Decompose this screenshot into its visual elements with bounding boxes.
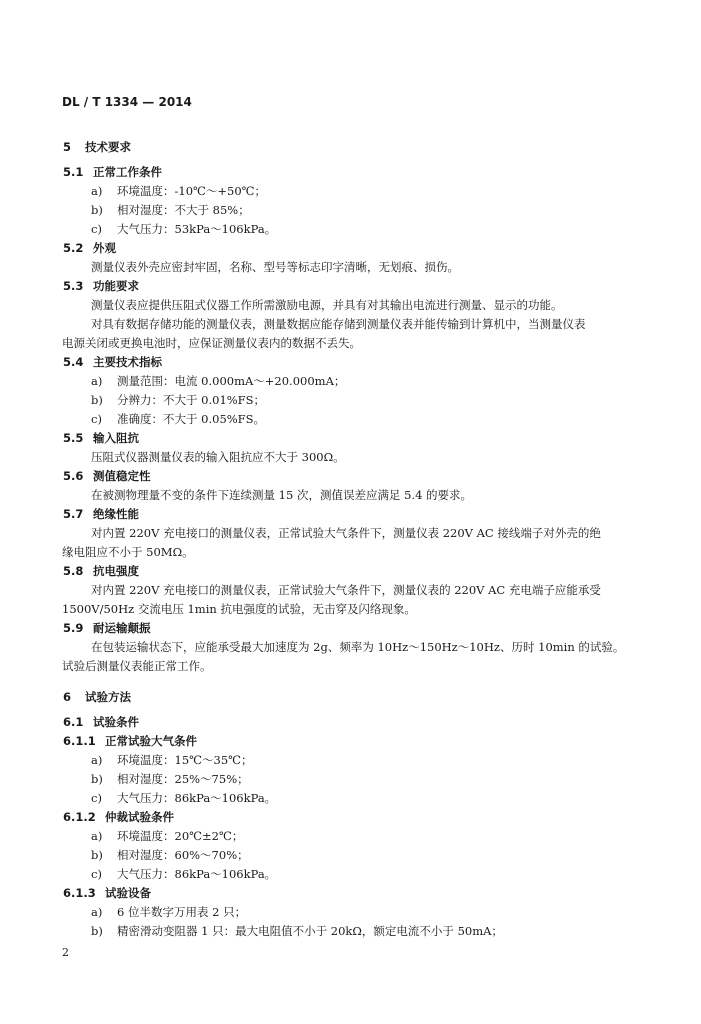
section-5-3-heading [63,278,139,294]
section-number: 6.1.3 [63,886,96,900]
list-text: 测量范围：电流 0.000mA～+20.000mA； [117,374,346,388]
list-item [91,866,276,882]
list-marker: a) [91,753,103,767]
list-text: 大气压力：53kPa～106kPa。 [117,222,277,236]
list-text: 精密滑动变阻器 1 只：最大电阻值不小于 20kΩ，额定电流不小于 50mA； [117,924,503,938]
list-text: 相对湿度：25%～75%； [117,772,249,786]
section-number: 6.1.2 [63,810,96,824]
section-title: 正常工作条件 [93,165,162,179]
list-item [91,221,276,237]
list-marker: b) [91,924,103,938]
section-5-7-heading [63,506,139,522]
list-marker: a) [91,184,103,198]
list-marker: c) [91,791,102,805]
section-title: 抗电强度 [93,564,139,578]
section-5-5-heading [63,430,139,446]
section-title: 输入阻抗 [93,431,139,445]
section-6-1-1-heading [63,733,197,749]
list-item [91,411,265,427]
section-title: 试验条件 [93,715,139,729]
paragraph: 在包装运输状态下，应能承受最大加速度为 2g、频率为 10Hz～150Hz～10Hz、历时 10min 的试验。 [91,640,625,654]
paragraph: 在被测物理量不变的条件下连续测量 15 次，测值误差应满足 5.4 的要求。 [91,488,473,502]
list-item [91,202,250,218]
section-6-1-heading [63,714,139,730]
list-item [91,847,249,863]
paragraph-continuation: 试验后测量仪表能正常工作。 [62,659,212,673]
list-item [91,771,249,787]
section-number: 5.3 [63,279,84,293]
list-item [91,790,276,806]
standard-code: DL / T 1334 — 2014 [62,95,192,109]
paragraph: 对具有数据存储功能的测量仪表，测量数据应能存储到测量仪表并能传输到计算机中，当测量仪表 [91,317,586,331]
section-5-4-heading [63,354,162,370]
paragraph: 对内置 220V 充电接口的测量仪表，正常试验大气条件下，测量仪表的 220V AC 充电端子应能承受 [91,583,601,597]
list-marker: a) [91,905,103,919]
list-marker: b) [91,393,103,407]
list-text: 大气压力：86kPa～106kPa。 [117,867,277,881]
paragraph: 压阻式仪器测量仪表的输入阻抗应不大于 300Ω。 [91,450,345,464]
list-marker: c) [91,867,102,881]
list-marker: a) [91,829,103,843]
list-text: 准确度：不大于 0.05%FS。 [117,412,266,426]
section-number: 5.7 [63,507,84,521]
section-title: 外观 [93,241,116,255]
paragraph-continuation: 缘电阻应不小于 50MΩ。 [62,545,194,559]
section-number: 5.9 [63,621,84,635]
list-marker: c) [91,412,102,426]
section-6-heading [63,689,131,705]
paragraph: 测量仪表应提供压阻式仪器工作所需激励电源，并具有对其输出电流进行测量、显示的功能。 [91,298,563,312]
section-number: 5.2 [63,241,84,255]
list-marker: c) [91,222,102,236]
list-text: 相对湿度：60%～70%； [117,848,249,862]
list-text: 分辨力：不大于 0.01%FS； [117,393,266,407]
section-6-1-2-heading [63,809,174,825]
section-title: 测值稳定性 [93,469,151,483]
section-title: 主要技术指标 [93,355,162,369]
section-number: 5.1 [63,165,84,179]
list-text: 环境温度：15℃～35℃； [117,753,253,767]
list-marker: b) [91,772,103,786]
list-item [91,392,265,408]
list-item [91,923,503,939]
section-number: 5.5 [63,431,84,445]
section-number: 5.4 [63,355,84,369]
list-text: 相对湿度：不大于 85%； [117,203,250,217]
section-number: 5.8 [63,564,84,578]
list-text: 环境温度：-10℃～+50℃； [117,184,267,198]
section-5-heading [63,139,131,155]
list-item [91,752,253,768]
section-5-8-heading [63,563,139,579]
list-marker: b) [91,848,103,862]
section-title: 功能要求 [93,279,139,293]
list-marker: b) [91,203,103,217]
paragraph-continuation: 电源关闭或更换电池时，应保证测量仪表内的数据不丢失。 [62,336,361,350]
list-item [91,828,243,844]
list-text: 环境温度：20℃±2℃； [117,829,244,843]
section-number: 5.6 [63,469,84,483]
section-5-9-heading [63,620,151,636]
paragraph: 对内置 220V 充电接口的测量仪表，正常试验大气条件下，测量仪表 220V AC 接线端子对外壳的绝 [91,526,601,540]
section-title: 耐运输颠振 [93,621,151,635]
list-item [91,904,246,920]
section-number: 6 [63,690,72,704]
list-item [91,373,345,389]
list-text: 6 位半数字万用表 2 只； [117,905,247,919]
list-text: 大气压力：86kPa～106kPa。 [117,791,277,805]
section-6-1-3-heading [63,885,151,901]
section-5-1-heading [63,164,162,180]
section-title: 仲裁试验条件 [105,810,174,824]
section-title: 试验设备 [105,886,151,900]
section-5-6-heading [63,468,151,484]
section-number: 6.1 [63,715,84,729]
paragraph-continuation: 1500V/50Hz 交流电压 1min 抗电强度的试验，无击穿及闪络现象。 [62,602,416,616]
section-title: 正常试验大气条件 [105,734,197,748]
list-item [91,183,266,199]
section-title: 技术要求 [85,140,131,154]
list-marker: a) [91,374,103,388]
section-5-2-heading [63,240,116,256]
section-title: 试验方法 [85,690,131,704]
section-number: 5 [63,140,72,154]
section-number: 6.1.1 [63,734,96,748]
page-number: 2 [62,946,69,959]
paragraph: 测量仪表外壳应密封牢固，名称、型号等标志印字清晰，无划痕、损伤。 [91,260,459,274]
section-title: 绝缘性能 [93,507,139,521]
